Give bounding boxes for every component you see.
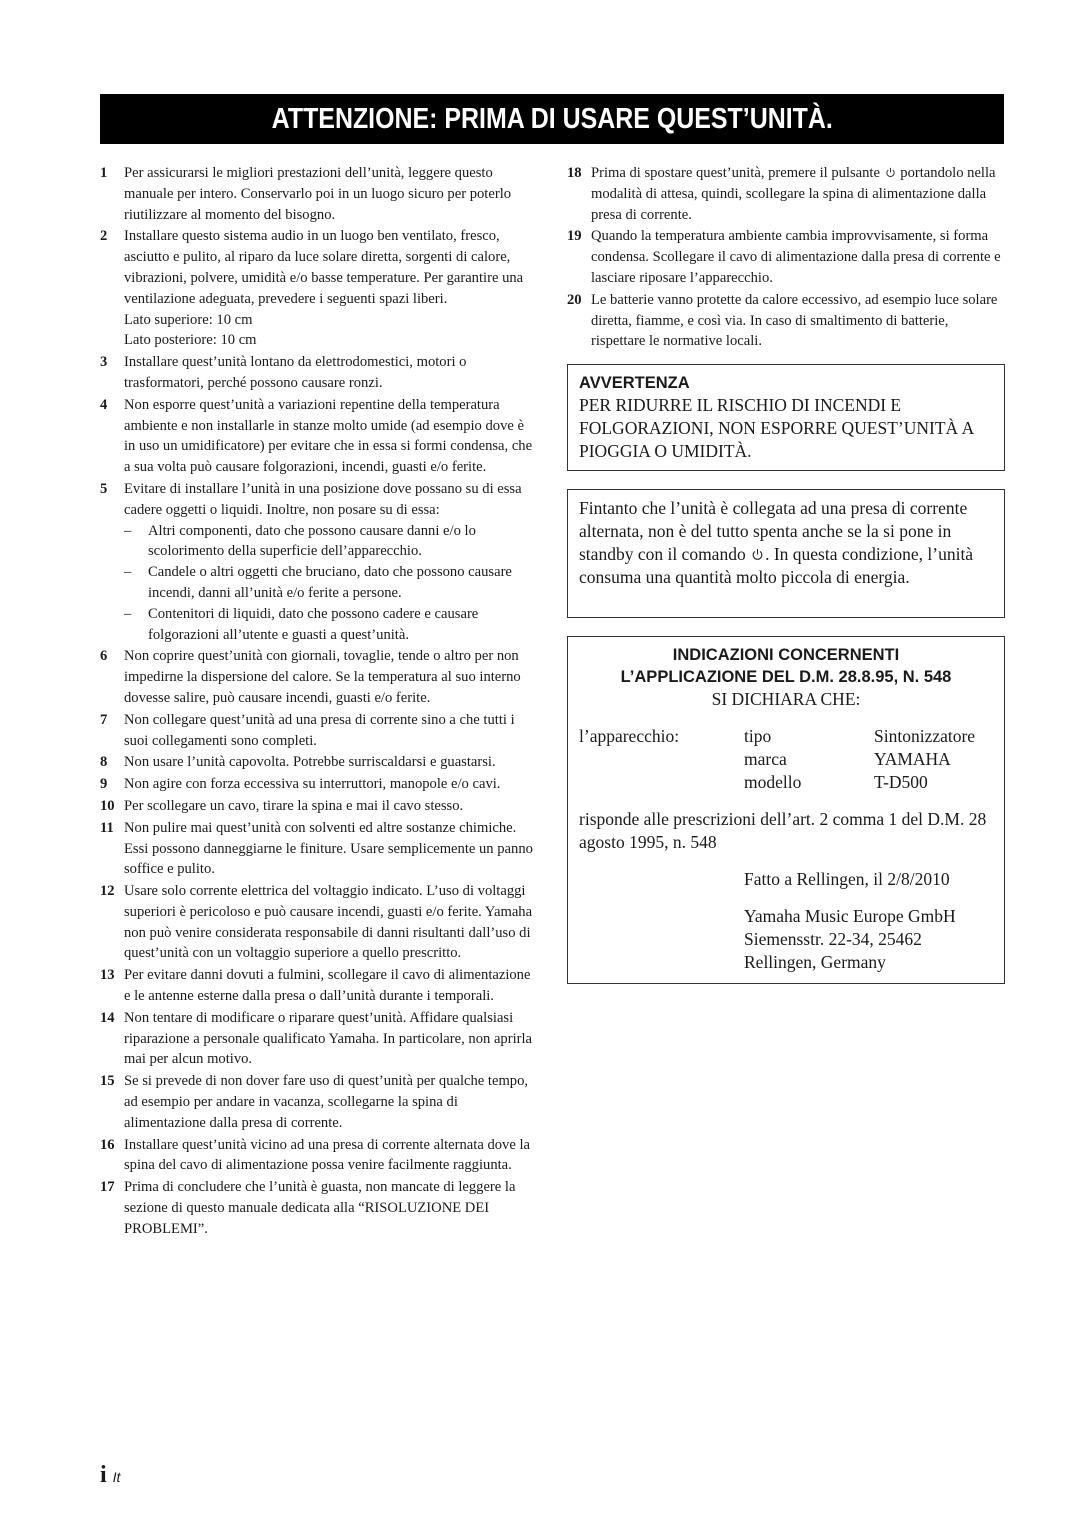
page-title-banner bbox=[100, 94, 1004, 144]
spec-value: Sintonizzatore bbox=[874, 726, 976, 746]
list-item bbox=[100, 796, 536, 817]
dm-declaration-box bbox=[567, 636, 1005, 984]
spec-value: T-D500 bbox=[874, 772, 928, 792]
sub-item-text: Altri componenti, dato che possono causare danni e/o lo scolorimento della superficie dell’apparecchio. bbox=[148, 522, 476, 560]
item-text: Le batterie vanno protette da calore eccessivo, ad esempio luce solare diretta, fiamme, e così via. In caso di smaltimento di batterie, rispettare le normative locali. bbox=[591, 291, 998, 350]
right-column bbox=[567, 163, 1005, 353]
item-text bbox=[124, 965, 536, 1007]
list-item bbox=[100, 1135, 536, 1177]
item-text bbox=[124, 1008, 536, 1070]
item-number: 13 bbox=[100, 967, 115, 984]
item-number: 15 bbox=[100, 1073, 115, 1090]
item-text bbox=[124, 395, 536, 478]
item-text-part: portandolo nella modalità di attesa, quindi, scollegare la spina di alimentazione dalla presa di corrente. bbox=[591, 165, 996, 223]
device-spec bbox=[579, 725, 993, 794]
list-item bbox=[100, 646, 536, 708]
page-number: i bbox=[100, 1462, 107, 1488]
item-extra-line: Lato posteriore: 10 cm bbox=[124, 332, 257, 349]
item-text bbox=[124, 1135, 536, 1177]
item-body: Non collegare quest’unità ad una presa di corrente sino a che tutti i suoi collegamenti sono completi. bbox=[124, 711, 515, 749]
list-item bbox=[100, 752, 536, 773]
company-city: Rellingen, Germany bbox=[744, 952, 886, 972]
page-title: ATTENZIONE: PRIMA DI USARE QUEST’UNITÀ. bbox=[271, 102, 833, 135]
item-text bbox=[124, 479, 536, 645]
sub-item-text: Contenitori di liquidi, dato che possono cadere e causare folgorazioni all’utente e guasti a quest’unità. bbox=[148, 605, 479, 643]
standby-note-text: Fintanto che l’unità è collegata ad una presa di corrente alternata, non è del tutto spenta anche se la si pone in standby con il comando bbox=[579, 498, 968, 564]
list-item bbox=[100, 1008, 536, 1070]
dash-bullet: – bbox=[124, 605, 132, 622]
dm-title-line1: INDICAZIONI CONCERNENTI bbox=[672, 646, 900, 664]
item-text bbox=[124, 881, 536, 964]
standby-note-text-end: . In questa condizione, l’unità consuma una quantità molto piccola di energia. bbox=[579, 544, 974, 587]
item-text bbox=[124, 163, 536, 225]
list-item bbox=[100, 965, 536, 1007]
item-body: Per evitare danni dovuti a fulmini, scollegare il cavo di alimentazione e le antenne esterne dalla presa o dall’unità durante i temporali. bbox=[124, 967, 531, 1005]
spec-value: YAMAHA bbox=[874, 749, 951, 769]
item-text bbox=[591, 163, 1005, 225]
item-body: Per scollegare un cavo, tirare la spina e mai il cavo stesso. bbox=[124, 797, 464, 814]
item-number: 14 bbox=[100, 1009, 115, 1026]
list-item bbox=[567, 163, 1005, 225]
left-column bbox=[100, 163, 536, 1241]
item-number: 4 bbox=[100, 396, 108, 413]
list-item bbox=[567, 290, 1005, 352]
page-footer bbox=[100, 1462, 120, 1489]
item-body: Non pulire mai quest’unità con solventi ed altre sostanze chimiche. Essi possono danneggiarne le finiture. Usare semplicemente un panno soffice e pulito. bbox=[124, 819, 533, 878]
item-number: 16 bbox=[100, 1136, 115, 1153]
item-number: 11 bbox=[100, 819, 114, 836]
item-number: 6 bbox=[100, 648, 108, 665]
standby-note-box bbox=[567, 489, 1005, 618]
list-item bbox=[100, 395, 536, 478]
list-item bbox=[567, 226, 1005, 288]
item-body: Usare solo corrente elettrica del voltaggio indicato. L’uso di voltaggi superiori è pericoloso e può causare incendi, guasti e/o ferite. Yamaha non può venire considerata responsabile di danni risultanti dall’uso di quest’unità con un voltaggio superiore a quello prescritto. bbox=[124, 883, 533, 962]
warning-body: PER RIDURRE IL RISCHIO DI INCENDI E FOLGORAZIONI, NON ESPORRE QUEST’UNITÀ A PIOGGIA O UMIDITÀ. bbox=[579, 395, 974, 461]
item-body: Se si prevede di non dover fare uso di quest’unità per qualche tempo, ad esempio per andare in vacanza, scollegarne la spina di alimentazione dalla presa di corrente. bbox=[124, 1073, 529, 1131]
device-label: l’apparecchio: bbox=[579, 726, 680, 746]
item-number: 8 bbox=[100, 754, 108, 771]
dash-bullet: – bbox=[124, 522, 132, 539]
list-item bbox=[100, 710, 536, 752]
item-number: 17 bbox=[100, 1179, 115, 1196]
spec-key: tipo bbox=[744, 726, 772, 746]
warning-box bbox=[567, 364, 1005, 471]
list-item bbox=[100, 226, 536, 351]
item-number: 9 bbox=[100, 776, 108, 793]
item-text bbox=[124, 818, 536, 880]
item-body: Installare questo sistema audio in un luogo ben ventilato, fresco, asciutto e pulito, al riparo da luce solare diretta, sorgenti di calore, vibrazioni, polvere, umidità e/o basse temperature. Per garantire una ventilazione adeguata, prevedere i seguenti spazi liberi. bbox=[124, 228, 524, 307]
sub-item bbox=[124, 604, 536, 646]
item-number: 12 bbox=[100, 883, 115, 900]
item-body: Non coprire quest’unità con giornali, tovaglie, tende o altro per non impedirne la dispersione del calore. Se la temperatura al suo interno dovesse salire, può causare incendi, guasti e/o ferite. bbox=[124, 648, 521, 706]
item-text bbox=[124, 752, 536, 773]
sub-item bbox=[124, 562, 536, 604]
item-text bbox=[124, 1177, 536, 1239]
dash-bullet: – bbox=[124, 564, 132, 581]
item-number: 19 bbox=[567, 228, 582, 245]
item-text bbox=[124, 352, 536, 394]
item-text bbox=[124, 226, 536, 351]
item-extra-line: Lato superiore: 10 cm bbox=[124, 311, 253, 328]
item-body: Installare quest’unità lontano da elettrodomestici, motori o trasformatori, perché possono causare ronzi. bbox=[124, 354, 467, 391]
item-number: 7 bbox=[100, 711, 108, 728]
item-body: Non esporre quest’unità a variazioni repentine della temperatura ambiente e non installarle in stanze molto umide (ad esempio dove è in uso un umidificatore) per evitare che in essa si formi condensa, che a sua volta può causare folgorazioni, incendi, guasti e/o ferite. bbox=[124, 396, 533, 476]
compliance-text: risponde alle prescrizioni dell’art. 2 comma 1 del D.M. 28 agosto 1995, n. 548 bbox=[579, 809, 987, 852]
power-icon bbox=[751, 548, 764, 561]
item-number: 2 bbox=[100, 228, 108, 245]
item-body: Non tentare di modificare o riparare quest’unità. Affidare qualsiasi riparazione a personale qualificato Yamaha. In particolare, non aprirla mai per alcun motivo. bbox=[124, 1009, 533, 1068]
list-item bbox=[100, 479, 536, 645]
item-number: 5 bbox=[100, 480, 108, 497]
warning-heading: AVVERTENZA bbox=[579, 374, 690, 392]
company-address bbox=[744, 905, 993, 974]
language-code: It bbox=[112, 1469, 121, 1485]
sub-item-text: Candele o altri oggetti che bruciano, dato che possono causare incendi, danni all’unità e/o ferite a persone. bbox=[148, 564, 512, 601]
list-item bbox=[100, 818, 536, 880]
item-text bbox=[124, 774, 536, 795]
company-street: Siemensstr. 22-34, 25462 bbox=[744, 929, 922, 949]
item-text bbox=[124, 646, 536, 708]
item-body: Per assicurarsi le migliori prestazioni dell’unità, leggere questo manuale per intero. Conservarlo poi in un luogo sicuro per poterlo riutilizzare al momento del bisogno. bbox=[124, 165, 512, 223]
item-body: Non agire con forza eccessiva su interruttori, manopole e/o cavi. bbox=[124, 776, 501, 793]
place-date: Fatto a Rellingen, il 2/8/2010 bbox=[744, 869, 950, 889]
item-text bbox=[124, 710, 536, 752]
item-body: Prima di concludere che l’unità è guasta, non mancate di leggere la sezione di questo manuale dedicata alla “RISOLUZIONE DEI PROBLEMI”. bbox=[124, 1179, 516, 1237]
item-body: Evitare di installare l’unità in una posizione dove possano su di essa cadere oggetti o liquidi. Inoltre, non posare su di essa: bbox=[124, 480, 522, 518]
list-item bbox=[100, 774, 536, 795]
company-name: Yamaha Music Europe GmbH bbox=[744, 906, 956, 926]
item-body: Installare quest’unità vicino ad una presa di corrente alternata dove la spina del cavo di alimentazione possa venire facilmente raggiunta. bbox=[124, 1136, 531, 1174]
item-number: 10 bbox=[100, 797, 115, 814]
sub-item bbox=[124, 521, 536, 563]
item-text bbox=[124, 1071, 536, 1133]
dm-declares: SI DICHIARA CHE: bbox=[711, 689, 861, 709]
item-number: 1 bbox=[100, 165, 108, 181]
spec-key: modello bbox=[744, 772, 802, 792]
item-text: Quando la temperatura ambiente cambia improvvisamente, si forma condensa. Scollegare il cavo di alimentazione dalla presa di corrente e lasciare riposare l’apparecchio. bbox=[591, 228, 1001, 286]
power-icon bbox=[885, 167, 896, 178]
item-number: 20 bbox=[567, 291, 582, 308]
item-number: 3 bbox=[100, 354, 108, 371]
item-text bbox=[124, 796, 536, 817]
item-number: 18 bbox=[567, 165, 582, 181]
spec-key: marca bbox=[744, 749, 787, 769]
dm-title-line2: L’APPLICAZIONE DEL D.M. 28.8.95, N. 548 bbox=[620, 668, 952, 686]
list-item bbox=[100, 881, 536, 964]
list-item bbox=[100, 352, 536, 394]
item-body: Non usare l’unità capovolta. Potrebbe surriscaldarsi e guastarsi. bbox=[124, 754, 496, 771]
item-text-part: Prima di spostare quest’unità, premere il pulsante bbox=[591, 165, 880, 181]
list-item bbox=[100, 1177, 536, 1239]
list-item bbox=[100, 163, 536, 225]
list-item bbox=[100, 1071, 536, 1133]
